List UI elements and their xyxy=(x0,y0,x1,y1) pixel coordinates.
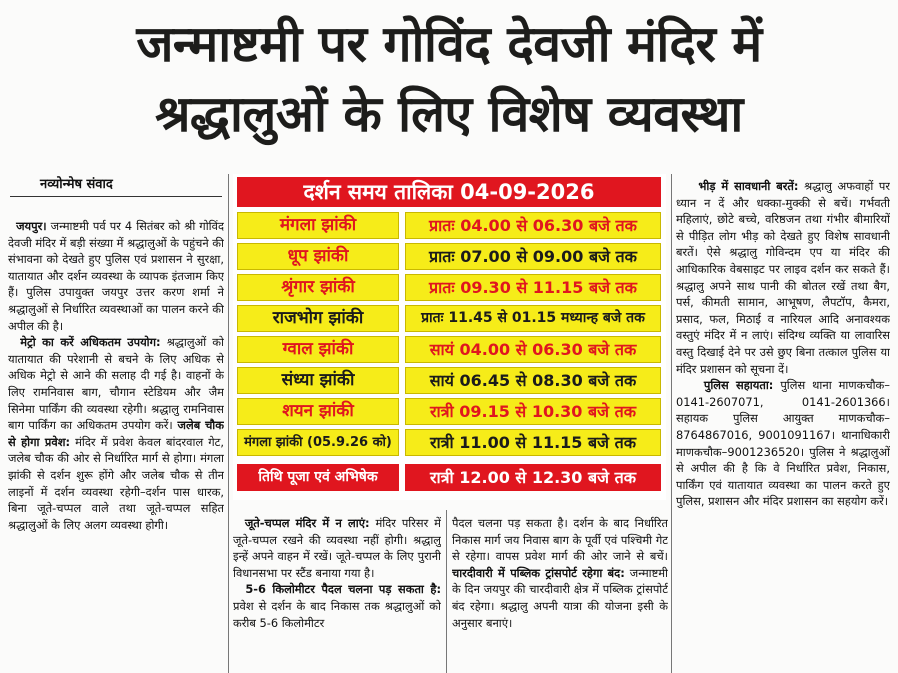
schedule-name: संध्या झांकी xyxy=(237,367,399,394)
paragraph-footwear xyxy=(233,515,441,581)
schedule-time: प्रातः 09.30 से 11.15 बजे तक xyxy=(405,274,661,301)
schedule-row xyxy=(237,429,661,456)
paragraph-caution-text: श्रद्धालु अफवाहों पर ध्यान न दें और धक्का-मुक्की से बचें। गर्भवती महिलाएं, छोटे बच्चे, वरिष्ठजन तथा गंभीर बीमारियों से पीड़ित लोग भीड़ को देखते हुए विशेष सावधानी बरतें। ऐसे श्रद्धालु गोविन्दम एप या मंदिर की आधिकारिक वेबसाइट पर लाइव दर्शन कर सकते हैं। श्रद्धालु अपने साथ पानी की बोतल रखें तथा बैग, पर्स, कीमती सामान, आभूषण, लैपटॉप, कैमरा, प्रसाद, फल, मिठाई व नारियल आदि अनावश्यक वस्तुएं मंदिर में न लाएं। संदिग्ध व्यक्ति या लावारिस वस्तु दिखाई देने पर उसे छुए बिना तत्काल पुलिस या मंदिर प्रशासन को सूचना दें। xyxy=(676,179,890,376)
paragraph-transport-text: जन्माष्टमी के दिन जयपुर की चारदीवारी क्षेत्र में पब्लिक ट्रांसपोर्ट बंद रहेगा। श्रद्धालु अपनी यात्रा की योजना इसी के अनुसार बनाएं। xyxy=(452,565,668,630)
schedule-time: प्रातः 07.00 से 09.00 बजे तक xyxy=(405,243,661,270)
column-divider xyxy=(446,510,447,673)
schedule-time: प्रातः 04.00 से 06.30 बजे तक xyxy=(405,212,661,239)
column-divider xyxy=(671,174,672,673)
subhead-transport: चारदीवारी में पब्लिक ट्रांसपोर्ट रहेगा बंद: xyxy=(452,565,625,580)
schedule-time: सायं 06.45 से 08.30 बजे तक xyxy=(405,367,661,394)
schedule-name: धूप झांकी xyxy=(237,243,399,270)
headline-line-2: श्रद्धालुओं के लिए विशेष व्यवस्था xyxy=(155,85,743,143)
article-column-2 xyxy=(233,515,441,673)
schedule-name: मंगला झांकी xyxy=(237,212,399,239)
byline: नव्योन्मेष संवाद xyxy=(40,177,113,192)
schedule-row xyxy=(237,336,661,363)
schedule-time: रात्री 12.00 से 12.30 बजे तक xyxy=(405,464,661,491)
paragraph-footwear-text: मंदिर परिसर में जूते-चप्पल रखने की व्यवस्था नहीं होगी। श्रद्धालु इन्हें अपने वाहन में रखें। जूते-चप्पल के लिए पुरानी विधानसभा पर स्टैंड बनाया गया है। xyxy=(233,516,441,580)
schedule-name: ग्वाल झांकी xyxy=(237,336,399,363)
schedule-name: मंगला झांकी (05.9.26 को) xyxy=(237,429,399,456)
schedule-time: प्रातः 11.45 से 01.15 मध्यान्ह बजे तक xyxy=(405,305,661,332)
schedule-time: रात्री 11.00 से 11.15 बजे तक xyxy=(405,429,661,456)
subhead-caution: भीड़ में सावधानी बरतें: xyxy=(698,179,799,193)
schedule-title: दर्शन समय तालिका 04-09-2026 xyxy=(237,177,661,207)
paragraph-intro-text: जन्माष्टमी पर्व पर 4 सितंबर को श्री गोविंद देवजी मंदिर में बड़ी संख्या में श्रद्धालुओं के पहुंचने की संभावना को देखते हुए पुलिस एवं प्रशासन ने सुरक्षा, यातायात और दर्शन व्यवस्था के व्यापक इंतजाम किए हैं। पुलिस उपायुक्त जयपुर उत्तर करण शर्मा ने श्रद्धालुओं से निर्धारित व्यवस्थाओं का पालन करने की अपील की है। xyxy=(8,219,224,333)
schedule-name: राजभोग झांकी xyxy=(237,305,399,332)
paragraph-walking-text: प्रवेश से दर्शन के बाद निकास तक श्रद्धालुओं को करीब 5-6 किलोमीटर xyxy=(233,598,441,630)
paragraph-caution xyxy=(676,178,890,377)
paragraph-helpline-text: पुलिस थाना माणकचौक–0141-2607071, 0141-2601366। सहायक पुलिस आयुक्त माणकचौक–8764867016, 9001091167। थानाधिकारी माणकचौक–9001236520। पुलिस ने श्रद्धालुओं से अपील की है कि वे निर्धारित प्रवेश, निकास, पार्किंग एवं यातायात व्यवस्था का पालन करते हुए पुलिस, प्रशासन और मंदिर प्रशासन का सहयोग करें। xyxy=(676,378,890,509)
byline-divider xyxy=(10,196,222,197)
dateline: जयपुर। xyxy=(16,219,47,233)
subhead-footwear: जूते-चप्पल मंदिर में न लाएं: xyxy=(244,516,370,530)
schedule-row xyxy=(237,398,661,425)
article-column-3 xyxy=(452,515,668,673)
schedule-row xyxy=(237,243,661,270)
paragraph-helpline xyxy=(676,377,890,510)
paragraph-exit xyxy=(452,515,668,631)
schedule-row xyxy=(237,274,661,301)
schedule-row xyxy=(237,367,661,394)
paragraph-intro xyxy=(8,218,224,334)
headline-line-1: जन्माष्टमी पर गोविंद देवजी मंदिर में xyxy=(136,15,762,73)
paragraph-metro xyxy=(8,334,224,533)
article-column-4 xyxy=(676,178,890,670)
subhead-metro: मेट्रो का करें अधिकतम उपयोग: xyxy=(20,335,161,350)
paragraph-entry-text: मंदिर में प्रवेश केवल बांदरवाल गेट, जलेब चौक की ओर से निर्धारित मार्ग से होगा। मंगला झांकी से दर्शन शुरू होंगे और जलेब चौक से तीन लाइनों में दर्शन व्यवस्था रहेगी–दर्शन पास धारक, बिना जूते-चप्पल वाले तथा जूते-चप्पल सहित श्रद्धालुओं के लिए अलग व्यवस्था होगी। xyxy=(8,434,224,532)
article-column-1 xyxy=(8,218,224,670)
schedule-name: तिथि पूजा एवं अभिषेक xyxy=(237,464,399,491)
schedule-row xyxy=(237,305,661,332)
schedule-time: सायं 04.00 से 06.30 बजे तक xyxy=(405,336,661,363)
subhead-entry: जलेब चौक से होगा प्रवेश: xyxy=(8,418,224,449)
subhead-walking: 5-6 किलोमीटर पैदल चलना पड़ सकता है: xyxy=(245,582,441,597)
schedule-time: रात्री 09.15 से 10.30 बजे तक xyxy=(405,398,661,425)
paragraph-exit-text: पैदल चलना पड़ सकता है। दर्शन के बाद निर्धारित निकास मार्ग जय निवास बाग के पूर्वी एवं पश्चिमी गेट से रहेगा। वापस प्रवेश मार्ग की ओर जाने से बचें। xyxy=(452,516,668,564)
column-divider xyxy=(228,174,229,673)
schedule-row xyxy=(237,464,661,491)
schedule-row xyxy=(237,212,661,239)
paragraph-metro-text: श्रद्धालुओं को यातायात की परेशानी से बचने के लिए अधिक से अधिक मेट्रो से आने की सलाह दी गई है। वाहनों के लिए रामनिवास बाग, चौगान स्टेडियम और जैम सिनेमा पार्किंग की व्यवस्था रहेगी। श्रद्धालु रामनिवास बाग पार्किंग का अधिकतम उपयोग करें। xyxy=(8,335,224,433)
darshan-schedule-table xyxy=(233,174,666,500)
schedule-name: श्रृंगार झांकी xyxy=(237,274,399,301)
paragraph-walking xyxy=(233,581,441,631)
schedule-name: शयन झांकी xyxy=(237,398,399,425)
subhead-helpline: पुलिस सहायता: xyxy=(703,378,774,393)
